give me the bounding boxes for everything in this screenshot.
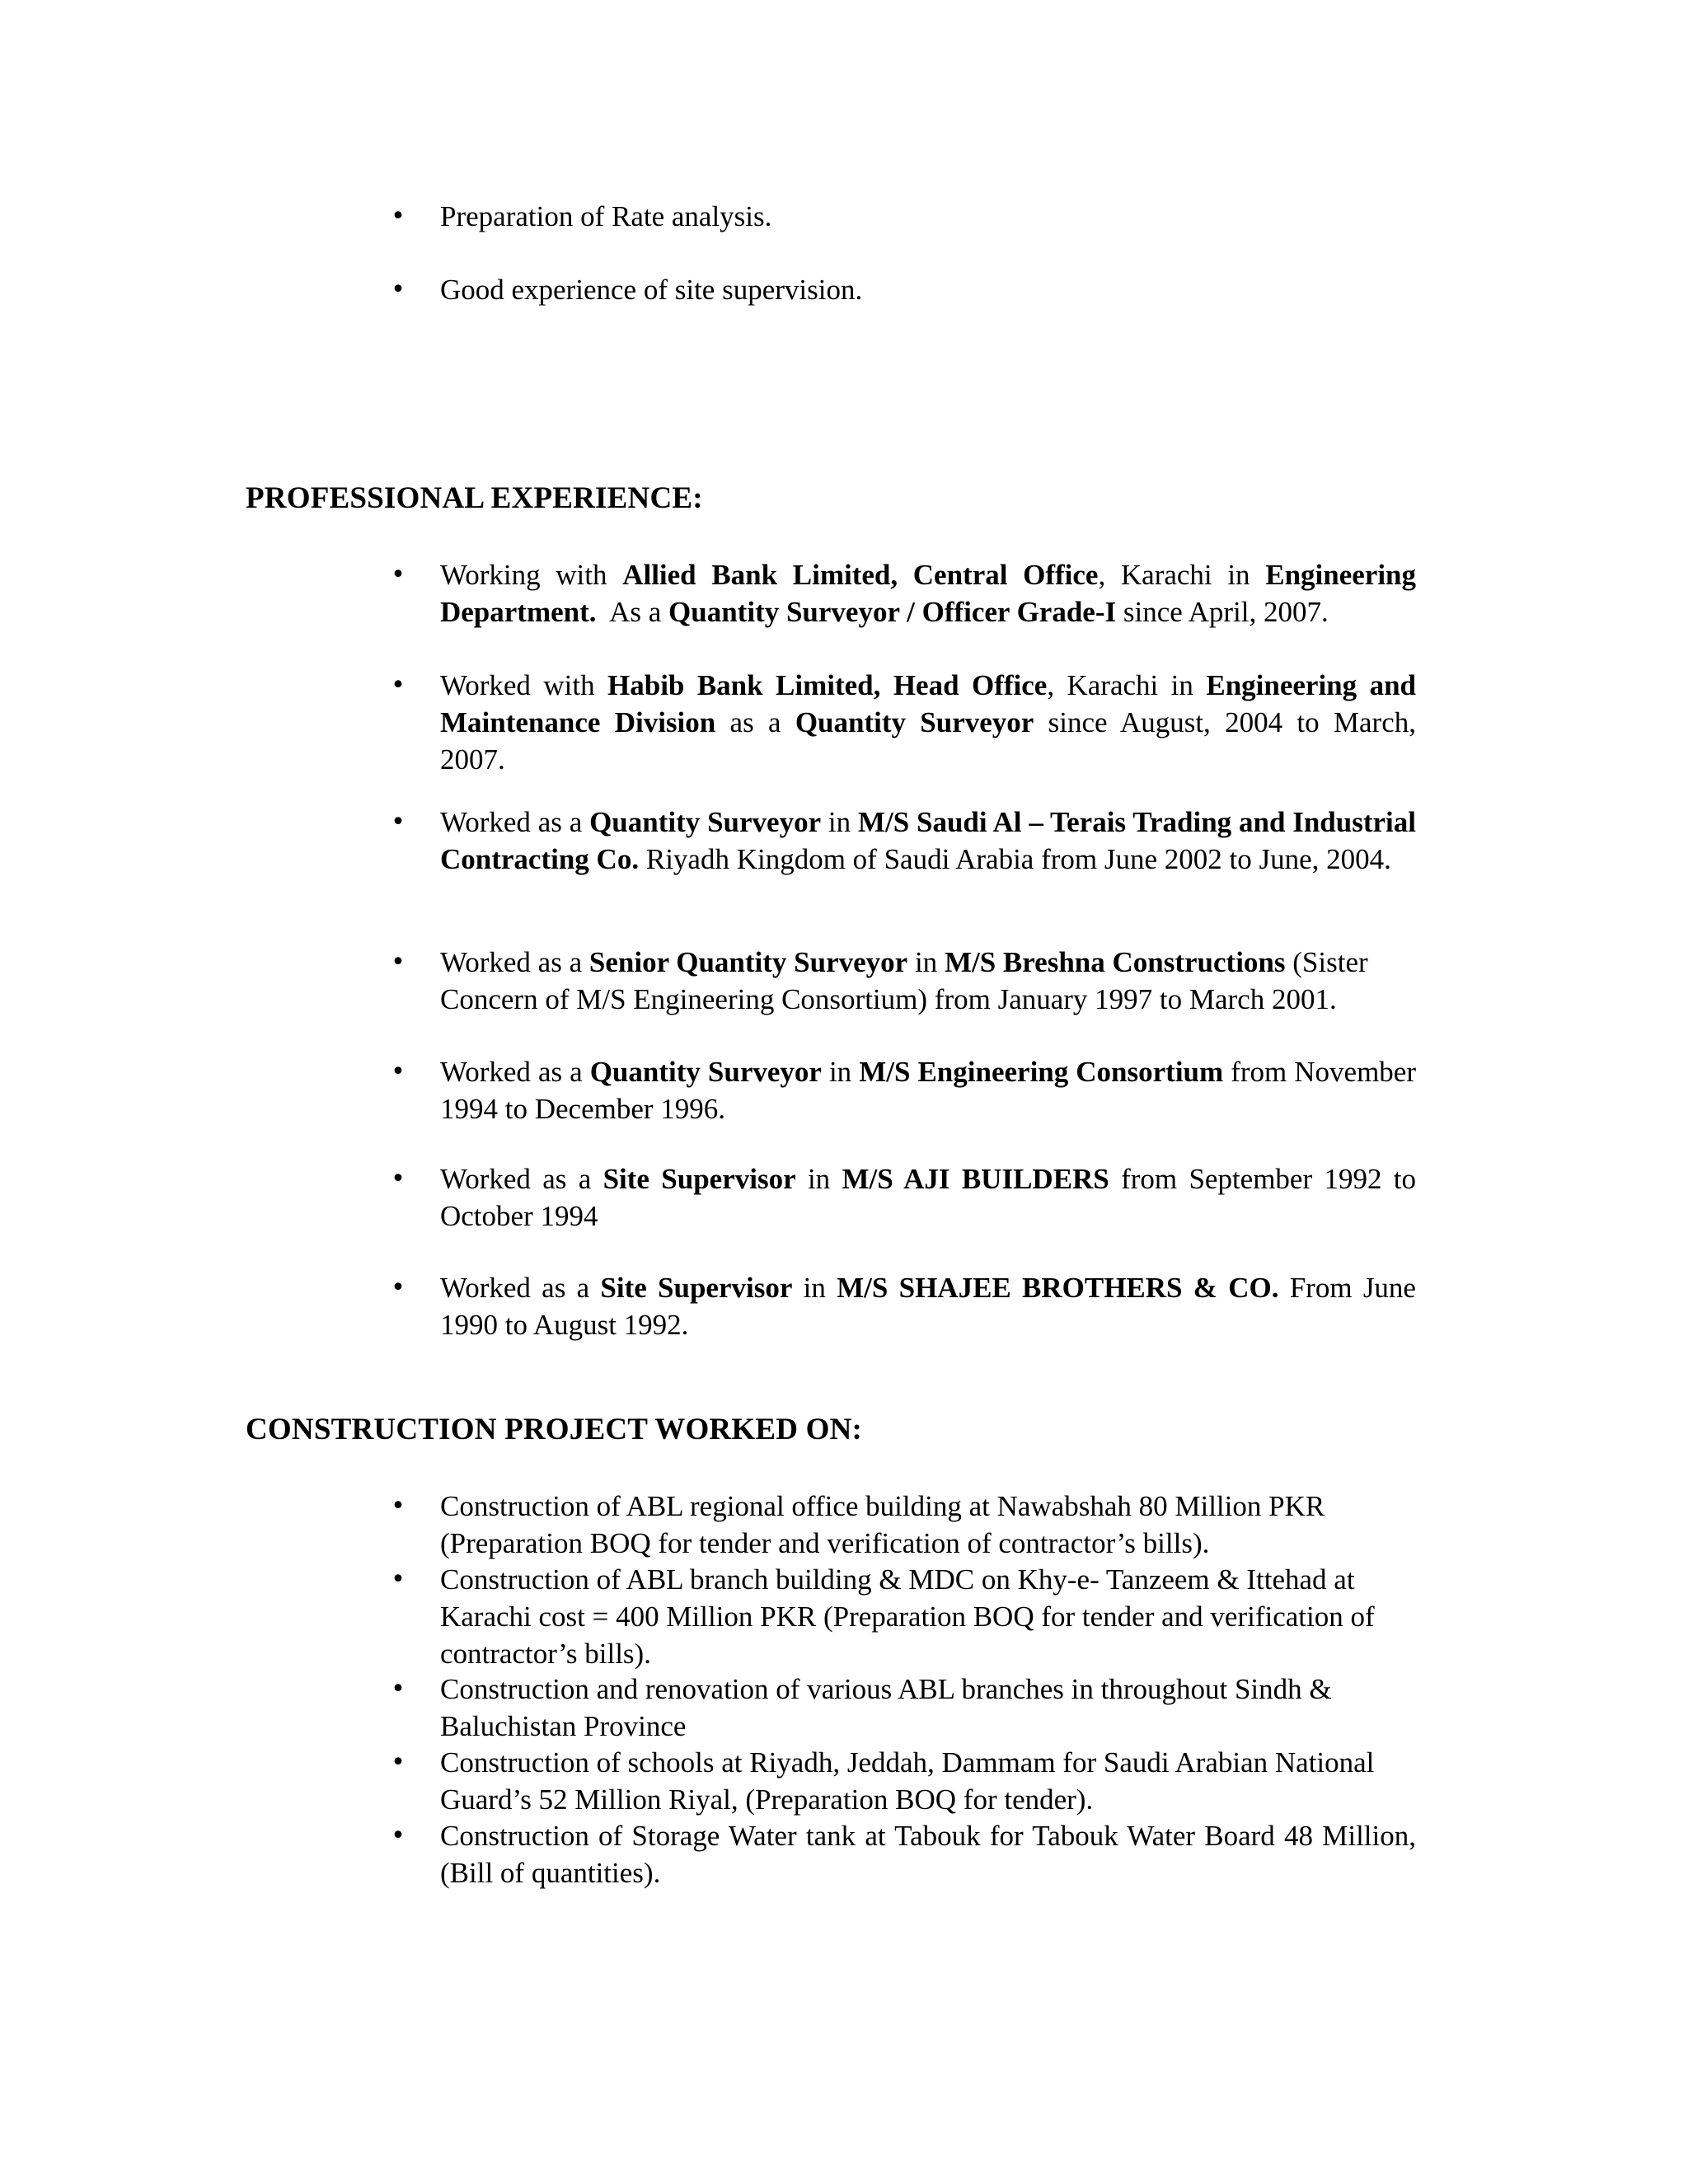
bullet-icon: • [391, 1273, 406, 1302]
bullet-icon: • [391, 948, 406, 977]
section-heading-professional-experience: PROFESSIONAL EXPERIENCE: [246, 481, 703, 515]
bullet-icon: • [391, 202, 406, 231]
bullet-icon: • [391, 1748, 406, 1777]
bullet-icon: • [391, 808, 406, 837]
bullet-icon: • [391, 1165, 406, 1193]
bullet-icon: • [391, 1565, 406, 1594]
list-item-text: Worked as a Senior Quantity Surveyor in M/S Breshna Constructions (Sister Concern of M/S Engineering Consortium) from January 1997 to March 2001. [440, 946, 1368, 1015]
list-item-text: Construction of schools at Riyadh, Jeddah, Dammam for Saudi Arabian National Guard’s 52 Million Riyal, (Preparation BOQ for tender). [440, 1746, 1375, 1816]
list-item-text: Worked as a Quantity Surveyor in M/S Saudi Al – Terais Trading and Industrial Contracting Co. Riyadh Kingdom of Saudi Arabia from June 2002 to June, 2004. [440, 806, 1416, 875]
bullet-icon: • [391, 1675, 406, 1704]
list-item-text: Construction of ABL regional office building at Nawabshah 80 Million PKR (Preparation BOQ for tender and verification of contractor’s bills). [440, 1490, 1325, 1559]
bullet-icon: • [391, 560, 406, 589]
list-item-text: Preparation of Rate analysis. [440, 200, 772, 232]
bullet-icon: • [391, 671, 406, 700]
bullet-icon: • [391, 1057, 406, 1086]
bullet-icon: • [391, 1492, 406, 1521]
list-item-text: Worked with Habib Bank Limited, Head Office, Karachi in Engineering and Maintenance Division as a Quantity Surveyor since August, 2004 to March, 2007. [440, 669, 1416, 776]
bullet-icon: • [391, 1821, 406, 1850]
bullet-icon: • [391, 275, 406, 304]
list-item-text: Construction and renovation of various ABL branches in throughout Sindh & Baluchistan Province [440, 1673, 1332, 1742]
section-heading-construction-projects: CONSTRUCTION PROJECT WORKED ON: [246, 1413, 863, 1446]
list-item-text: Construction of Storage Water tank at Tabouk for Tabouk Water Board 48 Million, (Bill of quantities). [440, 1820, 1416, 1889]
list-item-text: Worked as a Site Supervisor in M/S SHAJEE BROTHERS & CO. From June 1990 to August 1992. [440, 1272, 1416, 1341]
list-item-text: Working with Allied Bank Limited, Central Office, Karachi in Engineering Department. As a Quantity Surveyor / Officer Grade-I since April, 2007. [440, 559, 1417, 628]
list-item-text: Worked as a Site Supervisor in M/S AJI BUILDERS from September 1992 to October 1994 [440, 1163, 1416, 1232]
list-item-text: Worked as a Quantity Surveyor in M/S Engineering Consortium from November 1994 to December 1996. [440, 1056, 1416, 1125]
list-item-text: Good experience of site supervision. [440, 274, 863, 306]
list-item-text: Construction of ABL branch building & MDC on Khy-e- Tanzeem & Ittehad at Karachi cost = 400 Million PKR (Preparation BOQ for tender and verification of contractor’s bills). [440, 1563, 1375, 1670]
